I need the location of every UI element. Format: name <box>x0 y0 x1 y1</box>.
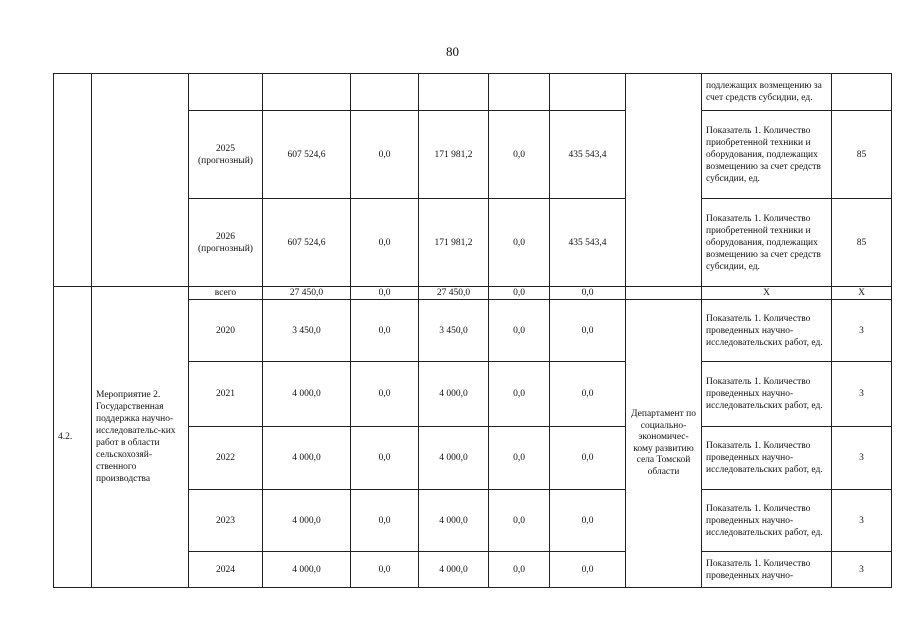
cell-regional <box>419 74 489 111</box>
cell-value: 3 <box>832 362 892 427</box>
cell-federal: 0,0 <box>351 490 419 552</box>
cell-local: 0,0 <box>489 287 550 300</box>
cell-total: 4 000,0 <box>263 490 351 552</box>
cell-regional: 4 000,0 <box>419 362 489 427</box>
cell-indicator: Показатель 1. Количество проведенных научно-исследовательских работ, ед. <box>702 490 832 552</box>
cell-year: 2024 <box>189 552 263 588</box>
cell-value: 3 <box>832 490 892 552</box>
cell-federal: 0,0 <box>351 362 419 427</box>
cell-year: 2023 <box>189 490 263 552</box>
cell-federal <box>351 74 419 111</box>
cell-local: 0,0 <box>489 427 550 490</box>
cell-indicator: Показатель 1. Количество проведенных научно-исследовательских работ, ед. <box>702 427 832 490</box>
cell-year: всего <box>189 287 263 300</box>
cell-total: 4 000,0 <box>263 362 351 427</box>
cell-indicator: подлежащих возмещению за счет средств субсидии, ед. <box>702 74 832 111</box>
cell-other: 435 543,4 <box>550 199 626 287</box>
cell-regional: 3 450,0 <box>419 300 489 362</box>
cell-local: 0,0 <box>489 199 550 287</box>
table-row <box>54 74 892 111</box>
cell-federal: 0,0 <box>351 427 419 490</box>
cell-year: 2021 <box>189 362 263 427</box>
cell-dept-continued <box>626 74 702 287</box>
cell-other: 435 543,4 <box>550 111 626 199</box>
cell-regional: 171 981,2 <box>419 111 489 199</box>
cell-other: 0,0 <box>550 287 626 300</box>
cell-other: 0,0 <box>550 490 626 552</box>
cell-value <box>832 74 892 111</box>
cell-year: 2020 <box>189 300 263 362</box>
cell-total: 4 000,0 <box>263 427 351 490</box>
cell-regional: 4 000,0 <box>419 427 489 490</box>
page-number: 80 <box>446 44 459 59</box>
cell-regional: 4 000,0 <box>419 552 489 588</box>
cell-regional: 27 450,0 <box>419 287 489 300</box>
cell-indicator: Показатель 1. Количество приобретенной техники и оборудования, подлежащих возмещению за счет средств субсидии, ед. <box>702 199 832 287</box>
cell-name-continued <box>92 74 189 287</box>
cell-federal: 0,0 <box>351 199 419 287</box>
cell-total: 27 450,0 <box>263 287 351 300</box>
cell-department: Департамент по социально-экономичес-кому развитию села Томской области <box>626 300 702 588</box>
cell-regional: 4 000,0 <box>419 490 489 552</box>
cell-value: 3 <box>832 552 892 588</box>
cell-indicator: Показатель 1. Количество проведенных научно- <box>702 552 832 588</box>
cell-total: 4 000,0 <box>263 552 351 588</box>
cell-other: 0,0 <box>550 362 626 427</box>
cell-indicator: Показатель 1. Количество проведенных научно-исследовательских работ, ед. <box>702 362 832 427</box>
cell-federal: 0,0 <box>351 111 419 199</box>
cell-total: 607 524,6 <box>263 111 351 199</box>
cell-measure-name: Мероприятие 2. Государственная поддержка научно-исследовательс-ких работ в области сельскохозяй-ственного производства <box>92 287 189 588</box>
cell-local: 0,0 <box>489 552 550 588</box>
cell-year <box>189 74 263 111</box>
table-row-total <box>54 287 892 300</box>
cell-value: 85 <box>832 111 892 199</box>
cell-other <box>550 74 626 111</box>
cell-federal: 0,0 <box>351 552 419 588</box>
cell-value: 85 <box>832 199 892 287</box>
cell-local: 0,0 <box>489 300 550 362</box>
cell-year: 2025 (прогнозный) <box>189 111 263 199</box>
cell-value: X <box>832 287 892 300</box>
cell-federal: 0,0 <box>351 287 419 300</box>
cell-year: 2026 (прогнозный) <box>189 199 263 287</box>
cell-local: 0,0 <box>489 362 550 427</box>
cell-other: 0,0 <box>550 427 626 490</box>
cell-value: 3 <box>832 427 892 490</box>
cell-measure-number: 4.2. <box>54 287 92 588</box>
cell-other: 0,0 <box>550 300 626 362</box>
cell-indicator: X <box>702 287 832 300</box>
cell-other: 0,0 <box>550 552 626 588</box>
cell-dept <box>626 287 702 300</box>
cell-indicator: Показатель 1. Количество проведенных научно-исследовательских работ, ед. <box>702 300 832 362</box>
cell-federal: 0,0 <box>351 300 419 362</box>
cell-indicator: Показатель 1. Количество приобретенной техники и оборудования, подлежащих возмещению за счет средств субсидии, ед. <box>702 111 832 199</box>
cell-total: 3 450,0 <box>263 300 351 362</box>
cell-total <box>263 74 351 111</box>
cell-local: 0,0 <box>489 111 550 199</box>
cell-value: 3 <box>832 300 892 362</box>
cell-local <box>489 74 550 111</box>
cell-number-continued <box>54 74 92 287</box>
cell-local: 0,0 <box>489 490 550 552</box>
cell-year: 2022 <box>189 427 263 490</box>
cell-total: 607 524,6 <box>263 199 351 287</box>
budget-table <box>53 73 892 588</box>
cell-regional: 171 981,2 <box>419 199 489 287</box>
